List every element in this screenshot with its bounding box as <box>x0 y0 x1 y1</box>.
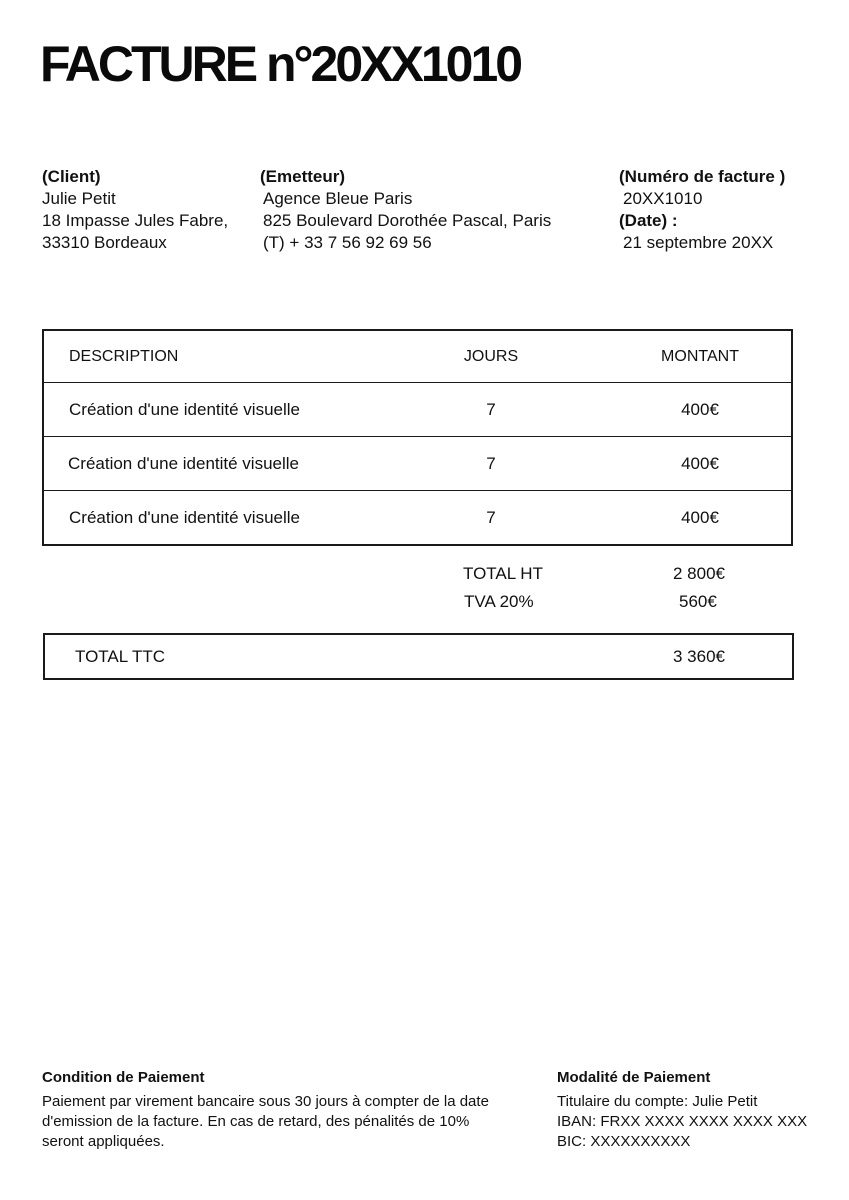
total-ttc-label: TOTAL TTC <box>75 646 166 666</box>
row-amount: 400€ <box>681 453 719 473</box>
iban: IBAN: FRXX XXXX XXXX XXXX XXX <box>557 1113 808 1130</box>
header-description: DESCRIPTION <box>69 347 179 365</box>
invoice-meta-block <box>619 166 785 254</box>
row-days: 7 <box>486 507 496 527</box>
header-amount: MONTANT <box>661 347 739 365</box>
payment-method <box>557 1068 837 1152</box>
row-days: 7 <box>486 399 496 419</box>
row-description: Création d'une identité visuelle <box>69 507 301 527</box>
invoice-number-value: 20XX1010 <box>623 189 703 208</box>
account-holder: Titulaire du compte: Julie Petit <box>557 1093 758 1110</box>
payment-condition-line: seront appliquées. <box>42 1133 165 1150</box>
total-ttc-value: 3 360€ <box>673 646 725 666</box>
emitter-address: 825 Boulevard Dorothée Pascal, Paris <box>263 211 552 230</box>
bic: BIC: XXXXXXXXXX <box>557 1133 691 1150</box>
payment-condition-line: Paiement par virement bancaire sous 30 jours à compter de la date <box>42 1093 489 1110</box>
total-ht-label: TOTAL HT <box>463 564 543 583</box>
payment-condition-title: Condition de Paiement <box>42 1069 205 1086</box>
invoice-date-value: 21 septembre 20XX <box>623 233 774 252</box>
items-table <box>42 329 793 546</box>
items-table-header <box>44 331 791 382</box>
client-block <box>42 166 228 254</box>
invoice-title: FACTURE n°20XX1010 <box>40 36 521 92</box>
total-ttc-box <box>43 633 794 680</box>
invoice-date-label: (Date) : <box>619 211 678 230</box>
payment-method-title: Modalité de Paiement <box>557 1069 711 1086</box>
row-amount: 400€ <box>681 507 719 527</box>
payment-condition-line: d'emission de la facture. En cas de retard, des pénalités de 10% <box>42 1113 470 1130</box>
emitter-name: Agence Bleue Paris <box>263 189 413 208</box>
client-address-line2: 33310 Bordeaux <box>42 233 167 252</box>
row-amount: 400€ <box>681 399 719 419</box>
row-description: Création d'une identité visuelle <box>68 453 300 473</box>
client-address-line1: 18 Impasse Jules Fabre, <box>42 211 229 230</box>
emitter-block <box>260 166 551 254</box>
total-ht-value: 2 800€ <box>673 564 725 583</box>
tva-value: 560€ <box>679 592 717 611</box>
table-row <box>44 382 791 436</box>
row-description: Création d'une identité visuelle <box>69 399 301 419</box>
client-name: Julie Petit <box>42 189 116 208</box>
emitter-phone: (T) + 33 7 56 92 69 56 <box>263 233 432 252</box>
tva-label: TVA 20% <box>464 592 534 611</box>
emitter-label: (Emetteur) <box>260 167 346 186</box>
table-row <box>44 490 791 544</box>
row-days: 7 <box>486 453 496 473</box>
table-row <box>44 436 791 490</box>
payment-condition <box>42 1068 532 1152</box>
client-label: (Client) <box>42 167 101 186</box>
invoice-number-label: (Numéro de facture ) <box>619 167 786 186</box>
header-days: JOURS <box>463 347 519 365</box>
